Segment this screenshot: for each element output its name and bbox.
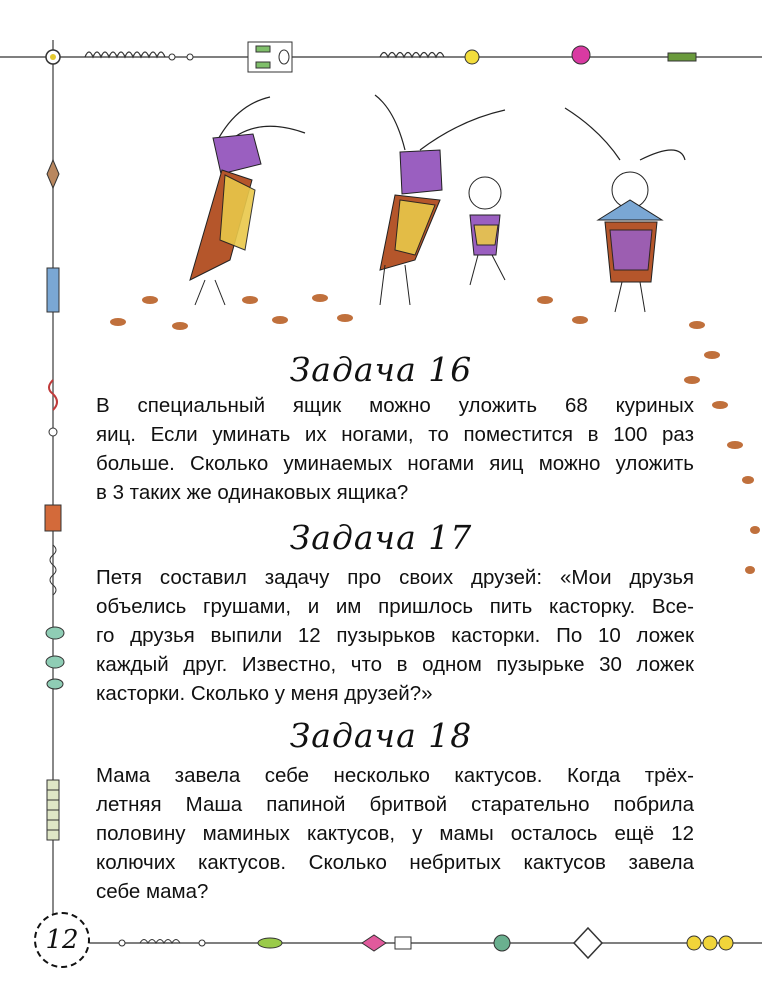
page-number: 12 [34,912,90,968]
task-16-line: яиц. Если уминать их ногами, то поместится в 100 раз [96,423,694,446]
task-18-title: Задача 18 [289,716,473,755]
task-17-text [96,563,694,708]
task-18-line: колючих кактусов. Сколько небритых кактусов завела [96,851,694,874]
task-18-line: половину маминых кактусов, у мамы осталось ещё 12 [96,822,694,845]
task-17-line: касторки. Сколько у меня друзей?» [96,682,433,705]
task-17-line: Петя составил задачу про своих друзей: «Мои друзья [96,566,694,589]
task-17-title: Задача 17 [289,518,473,557]
task-18-text [96,761,694,906]
bug-4 [565,108,685,312]
bug-1 [190,97,305,305]
task-17-line: объелись грушами, и им пришлось пить касторку. Все- [96,595,694,618]
task-18-line: себе мама? [96,880,209,903]
task-16-line: в 3 таких же одинаковых ящика? [96,481,409,504]
bug-3 [469,177,505,285]
task-16-title: Задача 16 [289,350,473,389]
task-16-text [96,391,694,507]
task-16-line: больше. Сколько уминаемых ногами яиц можно уложить [96,452,694,475]
task-18-line: летняя Маша папиной бритвой старательно побрила [96,793,694,816]
task-17-line: го друзья выпили 12 пузырьков касторки. По 10 ложек [96,624,694,647]
task-16-line: В специальный ящик можно уложить 68 куриных [96,394,694,417]
task-17-line: каждый друг. Известно, что в одном пузырьке 30 ложек [96,653,694,676]
task-18-line: Мама завела себе несколько кактусов. Когда трёх- [96,764,694,787]
